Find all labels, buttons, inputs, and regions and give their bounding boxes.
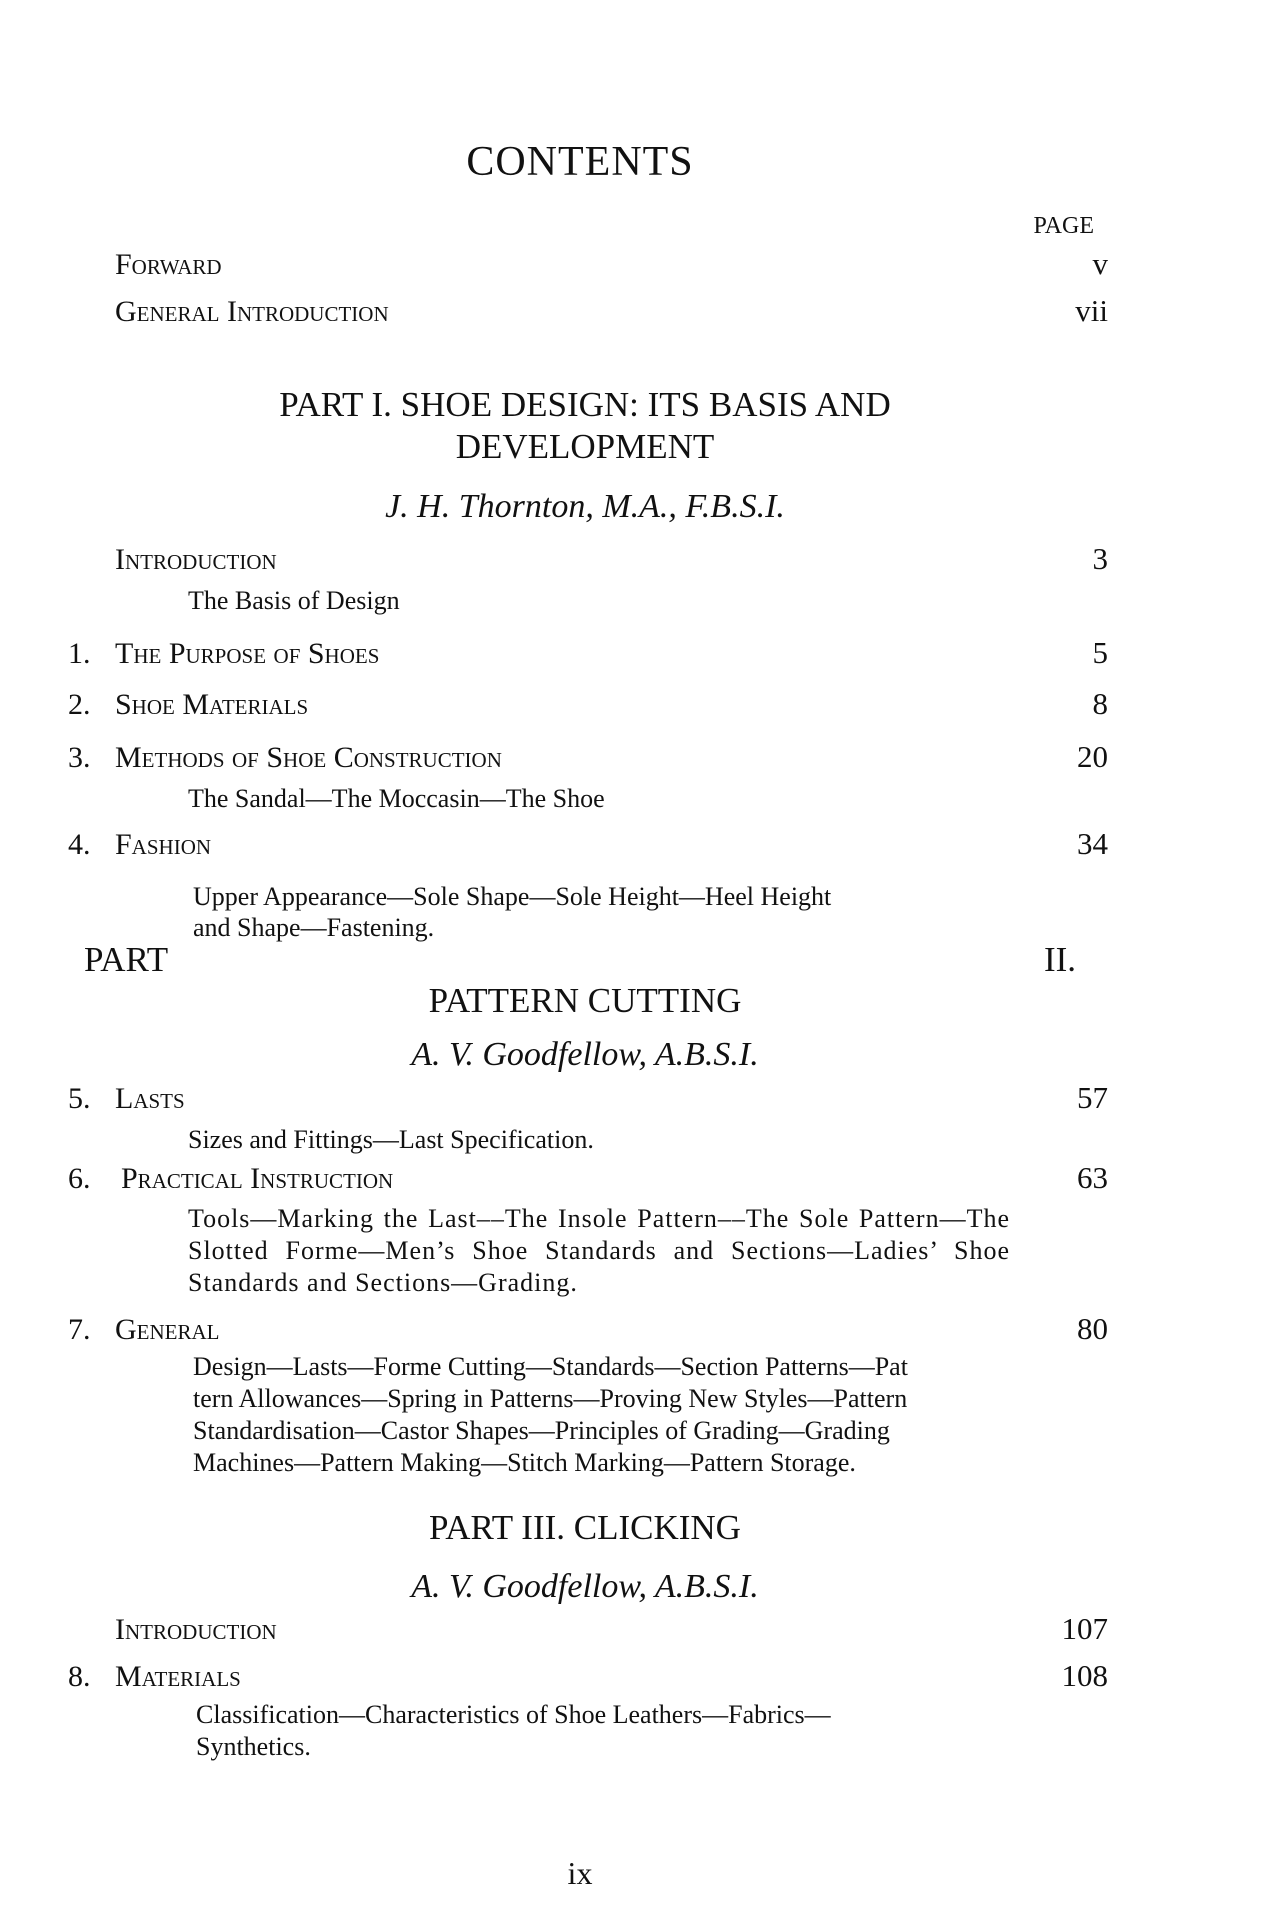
toc-sub-part1-introduction: The Basis of Design [188, 586, 400, 615]
part-1-heading-line2: DEVELOPMENT [455, 427, 715, 466]
part-1-heading-line1: PART I. SHOE DESIGN: ITS BASIS AND [279, 385, 891, 424]
toc-sub-chapter-6: Tools—Marking the Last––The Insole Pattern––The Sole Pattern—The Slotted Forme—Men’s Shoe Standards and Sections—Ladies’ Shoe Standards and Sections—Grading. [188, 1204, 1010, 1297]
toc-sub-chapter-8-line1: Classification—Characteristics of Shoe Leathers—Fabrics— [196, 1700, 831, 1729]
chapter-number: 4. [68, 828, 91, 861]
chapter-number: 1. [68, 637, 91, 670]
toc-entry-chapter-6: Practical Instruction [121, 1162, 394, 1195]
part-2-word-left: PART [84, 940, 169, 979]
part-1-author: J. H. Thornton, M.A., F.B.S.I. [385, 488, 785, 525]
toc-page-chapter-7: 80 [1077, 1311, 1108, 1346]
toc-entry-part3-introduction: Introduction [115, 1613, 277, 1646]
toc-entry-part1-introduction: Introduction [115, 543, 277, 576]
toc-page-chapter-1: 5 [1092, 635, 1108, 670]
toc-entry-forward: Forward [115, 248, 222, 281]
toc-entry-chapter-4: Fashion [115, 828, 212, 861]
toc-entry-chapter-7: General [115, 1313, 220, 1346]
toc-page-chapter-6: 63 [1077, 1160, 1108, 1195]
toc-entry-chapter-8: Materials [115, 1660, 241, 1693]
toc-sub-chapter-5: Sizes and Fittings—Last Specification. [188, 1125, 594, 1154]
toc-page-chapter-5: 57 [1077, 1080, 1108, 1115]
toc-sub-chapter-4-line2: and Shape—Fastening. [193, 913, 435, 942]
chapter-number: 7. [68, 1313, 91, 1346]
toc-entry-general-introduction: General Introduction [115, 295, 389, 328]
page-number: ix [567, 1855, 593, 1891]
part-2-word-right: II. [1044, 940, 1077, 979]
toc-entry-chapter-5: Lasts [115, 1082, 185, 1115]
toc-sub-chapter-3: The Sandal—The Moccasin—The Shoe [188, 784, 605, 813]
chapter-number: 2. [68, 688, 91, 721]
toc-sub-chapter-4-line1: Upper Appearance—Sole Shape—Sole Height—Heel Height [193, 882, 832, 911]
part-3-author: A. V. Goodfellow, A.B.S.I. [411, 1568, 759, 1605]
toc-page-chapter-3: 20 [1077, 739, 1108, 774]
part-2-heading: PATTERN CUTTING [428, 981, 742, 1020]
toc-page-part3-introduction: 107 [1061, 1611, 1108, 1646]
toc-page-chapter-8: 108 [1061, 1658, 1108, 1693]
toc-page-general-introduction: vii [1075, 293, 1108, 328]
toc-entry-chapter-2: Shoe Materials [115, 688, 309, 721]
part-2-author: A. V. Goodfellow, A.B.S.I. [411, 1036, 759, 1073]
page-column-label: PAGE [1033, 213, 1094, 239]
toc-page-chapter-2: 8 [1092, 686, 1108, 721]
toc-page-forward: v [1092, 246, 1108, 281]
chapter-number: 8. [68, 1660, 91, 1693]
toc-sub-chapter-8-line2: Synthetics. [196, 1732, 311, 1761]
part-3-heading: PART III. CLICKING [429, 1508, 741, 1547]
toc-entry-chapter-3: Methods of Shoe Construction [115, 741, 502, 774]
toc-page-chapter-4: 34 [1077, 826, 1108, 861]
toc-sub-chapter-7-line1: Design—Lasts—Forme Cutting—Standards—Section Patterns—Pat [193, 1352, 908, 1381]
chapter-number: 6. [68, 1162, 91, 1195]
toc-entry-chapter-1: The Purpose of Shoes [115, 637, 380, 670]
toc-page-part1-introduction: 3 [1092, 541, 1108, 576]
toc-sub-chapter-7-line2: tern Allowances—Spring in Patterns—Proving New Styles—Pattern [193, 1384, 908, 1413]
toc-sub-chapter-7-line3: Standardisation—Castor Shapes—Principles of Grading—Grading [193, 1416, 890, 1445]
page-title: CONTENTS [466, 139, 694, 185]
chapter-number: 5. [68, 1082, 91, 1115]
chapter-number: 3. [68, 741, 91, 774]
toc-sub-chapter-7-line4: Machines—Pattern Making—Stitch Marking—Pattern Storage. [193, 1448, 856, 1477]
